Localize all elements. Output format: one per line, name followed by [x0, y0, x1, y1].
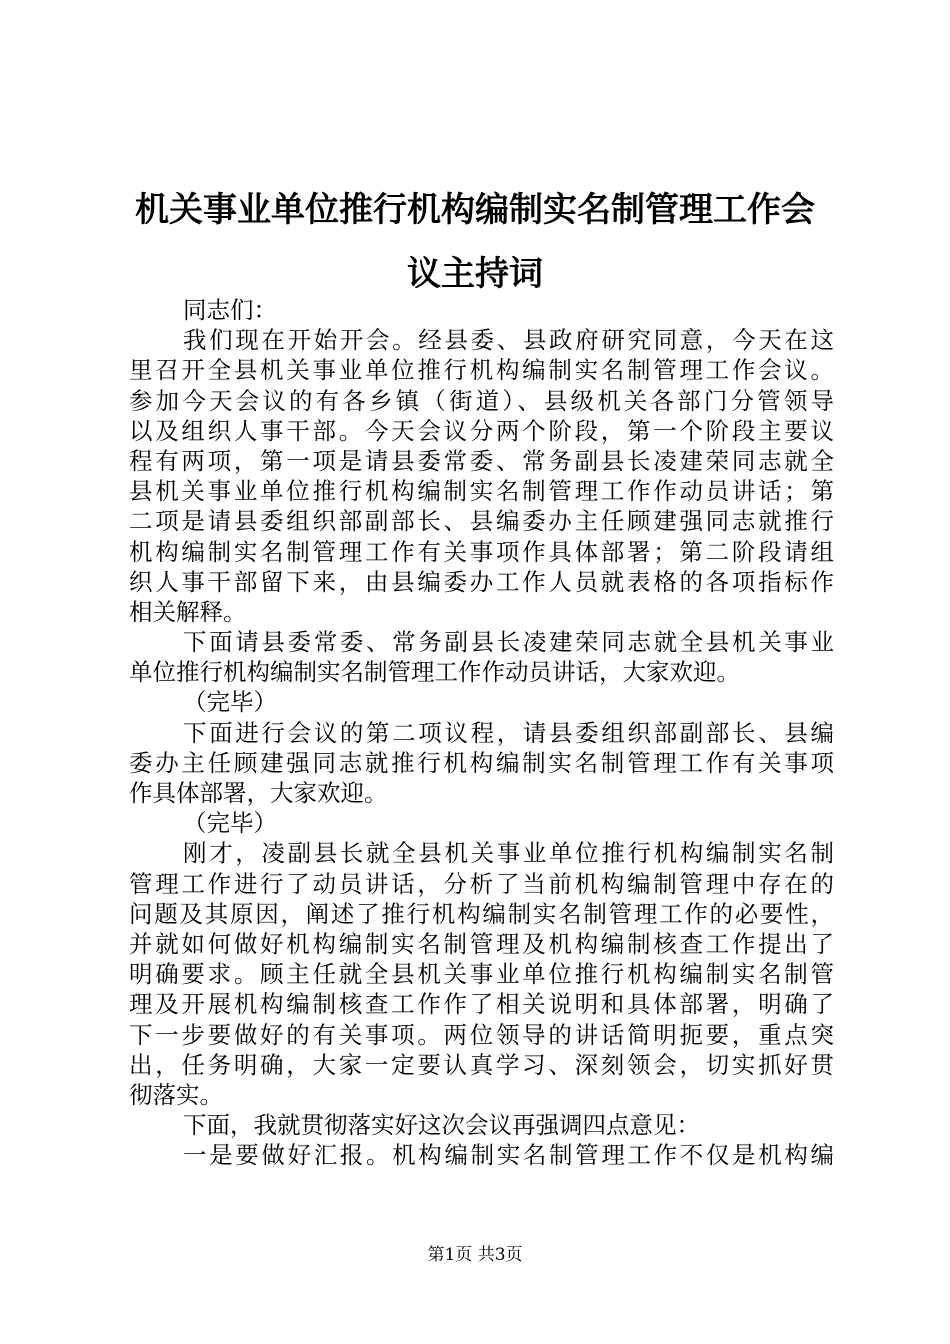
body-line: 彻落实。	[129, 1080, 223, 1109]
page-footer: 第1页 共3页	[427, 1245, 523, 1265]
document-body	[129, 295, 834, 1170]
body-line: 委办主任顾建强同志就推行机构编制实名制管理工作有关事项	[129, 748, 834, 777]
body-line: 刚才，凌副县长就全县机关事业单位推行机构编制实名制	[183, 839, 834, 868]
body-line: 作具体部署，大家欢迎。	[129, 779, 388, 807]
body-line: 下一步要做好的有关事项。两位领导的讲话简明扼要，重点突	[129, 1020, 834, 1049]
body-line: 织人事干部留下来，由县编委办工作人员就表格的各项指标作	[129, 567, 834, 596]
body-line: 理及开展机构编制核查工作作了相关说明和具体部署，明确了	[129, 990, 834, 1019]
body-line: 下面进行会议的第二项议程，请县委组织部副部长、县编	[183, 718, 834, 747]
body-line: 明确要求。顾主任就全县机关事业单位推行机构编制实名制管	[129, 960, 834, 989]
body-line: 相关解释。	[129, 597, 247, 626]
body-line: 并就如何做好机构编制实名制管理及机构编制核查工作提出了	[129, 929, 834, 958]
title-line-2: 议主持词	[407, 254, 543, 294]
body-line: 机构编制实名制管理工作有关事项作具体部署；第二阶段请组	[129, 537, 834, 566]
body-line: 我们现在开始开会。经县委、县政府研究同意，今天在这	[183, 326, 834, 355]
body-line: 同志们：	[183, 296, 277, 324]
body-line: 参加今天会议的有各乡镇（街道）、县级机关各部门分管领导	[129, 386, 834, 415]
body-line: 里召开全县机关事业单位推行机构编制实名制管理工作会议。	[129, 356, 834, 385]
body-line: 下面，我就贯彻落实好这次会议再强调四点意见：	[183, 1111, 700, 1140]
body-line: （完毕）	[183, 809, 277, 838]
body-line: 问题及其原因，阐述了推行机构编制实名制管理工作的必要性，	[129, 899, 834, 928]
body-line: 以及组织人事干部。今天会议分两个阶段，第一个阶段主要议	[129, 416, 834, 445]
document-title	[120, 178, 830, 306]
body-line: 程有两项，第一项是请县委常委、常务副县长凌建荣同志就全	[129, 446, 834, 475]
body-line: 单位推行机构编制实名制管理工作作动员讲话，大家欢迎。	[129, 658, 740, 687]
title-line-1: 机关事业单位推行机构编制实名制管理工作会	[135, 190, 815, 230]
body-line: 县机关事业单位推行机构编制实名制管理工作作动员讲话；第	[129, 477, 834, 506]
body-line: 一是要做好汇报。机构编制实名制管理工作不仅是机构编	[183, 1141, 834, 1170]
body-line: 二项是请县委组织部副部长、县编委办主任顾建强同志就推行	[129, 507, 834, 536]
body-line: 出，任务明确，大家一定要认真学习、深刻领会，切实抓好贯	[129, 1050, 834, 1079]
body-line: （完毕）	[183, 688, 277, 717]
body-line: 下面请县委常委、常务副县长凌建荣同志就全县机关事业	[183, 628, 834, 657]
body-line: 管理工作进行了动员讲话，分析了当前机构编制管理中存在的	[129, 869, 834, 898]
